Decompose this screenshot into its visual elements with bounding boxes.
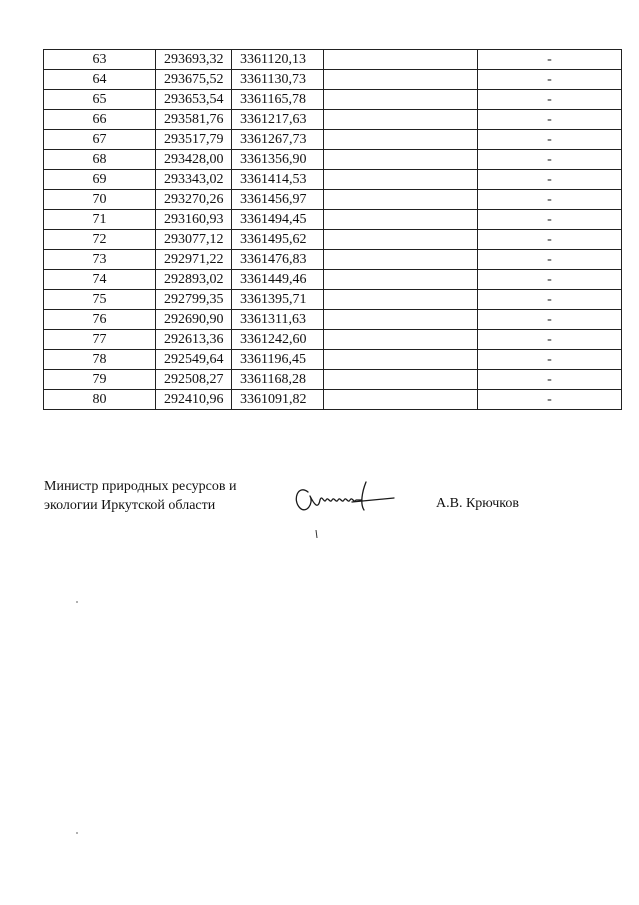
x-coordinate-cell: 292799,35 xyxy=(156,290,232,310)
empty-cell xyxy=(324,210,478,230)
table-row xyxy=(44,170,622,190)
y-coordinate-cell: 3361130,73 xyxy=(232,70,324,90)
signatory-position xyxy=(44,477,236,515)
point-number-cell: 66 xyxy=(44,110,156,130)
y-coordinate-cell: 3361311,63 xyxy=(232,310,324,330)
point-number-cell: 71 xyxy=(44,210,156,230)
signatory-name: А.В. Крючков xyxy=(436,496,519,511)
table-row xyxy=(44,230,622,250)
dash-cell: - xyxy=(478,150,622,170)
point-number-cell: 72 xyxy=(44,230,156,250)
y-coordinate-cell: 3361414,53 xyxy=(232,170,324,190)
point-number-cell: 63 xyxy=(44,50,156,70)
x-coordinate-cell: 292410,96 xyxy=(156,390,232,410)
x-coordinate-cell: 293675,52 xyxy=(156,70,232,90)
empty-cell xyxy=(324,270,478,290)
empty-cell xyxy=(324,390,478,410)
y-coordinate-cell: 3361217,63 xyxy=(232,110,324,130)
dash-cell: - xyxy=(478,190,622,210)
dash-cell: - xyxy=(478,50,622,70)
empty-cell xyxy=(324,290,478,310)
x-coordinate-cell: 293343,02 xyxy=(156,170,232,190)
table-row xyxy=(44,390,622,410)
x-coordinate-cell: 293270,26 xyxy=(156,190,232,210)
point-number-cell: 73 xyxy=(44,250,156,270)
dash-cell: - xyxy=(478,330,622,350)
empty-cell xyxy=(324,250,478,270)
y-coordinate-cell: 3361456,97 xyxy=(232,190,324,210)
point-number-cell: 68 xyxy=(44,150,156,170)
y-coordinate-cell: 3361091,82 xyxy=(232,390,324,410)
y-coordinate-cell: 3361449,46 xyxy=(232,270,324,290)
empty-cell xyxy=(324,110,478,130)
y-coordinate-cell: 3361168,28 xyxy=(232,370,324,390)
table-row xyxy=(44,350,622,370)
x-coordinate-cell: 293653,54 xyxy=(156,90,232,110)
signatory-position-line1: Министр природных ресурсов и xyxy=(44,479,237,494)
empty-cell xyxy=(324,330,478,350)
empty-cell xyxy=(324,130,478,150)
table-row xyxy=(44,70,622,90)
empty-cell xyxy=(324,170,478,190)
point-number-cell: 77 xyxy=(44,330,156,350)
dash-cell: - xyxy=(478,310,622,330)
dash-cell: - xyxy=(478,270,622,290)
point-number-cell: 74 xyxy=(44,270,156,290)
x-coordinate-cell: 293077,12 xyxy=(156,230,232,250)
point-number-cell: 70 xyxy=(44,190,156,210)
dash-cell: - xyxy=(478,370,622,390)
point-number-cell: 80 xyxy=(44,390,156,410)
x-coordinate-cell: 293160,93 xyxy=(156,210,232,230)
x-coordinate-cell: 292549,64 xyxy=(156,350,232,370)
table-row xyxy=(44,110,622,130)
y-coordinate-cell: 3361495,62 xyxy=(232,230,324,250)
x-coordinate-cell: 292893,02 xyxy=(156,270,232,290)
x-coordinate-cell: 292971,22 xyxy=(156,250,232,270)
empty-cell xyxy=(324,70,478,90)
scan-speck xyxy=(76,832,78,834)
empty-cell xyxy=(324,90,478,110)
point-number-cell: 67 xyxy=(44,130,156,150)
signatory-position-line2: экологии Иркутской области xyxy=(44,498,216,513)
y-coordinate-cell: 3361165,78 xyxy=(232,90,324,110)
dash-cell: - xyxy=(478,390,622,410)
x-coordinate-cell: 292690,90 xyxy=(156,310,232,330)
table-row xyxy=(44,90,622,110)
table-row xyxy=(44,290,622,310)
empty-cell xyxy=(324,230,478,250)
x-coordinate-cell: 292613,36 xyxy=(156,330,232,350)
point-number-cell: 75 xyxy=(44,290,156,310)
empty-cell xyxy=(324,190,478,210)
dash-cell: - xyxy=(478,350,622,370)
y-coordinate-cell: 3361120,13 xyxy=(232,50,324,70)
table-row xyxy=(44,250,622,270)
empty-cell xyxy=(324,370,478,390)
table-row xyxy=(44,370,622,390)
empty-cell xyxy=(324,150,478,170)
dash-cell: - xyxy=(478,170,622,190)
dash-cell: - xyxy=(478,110,622,130)
point-number-cell: 64 xyxy=(44,70,156,90)
x-coordinate-cell: 293428,00 xyxy=(156,150,232,170)
dash-cell: - xyxy=(478,210,622,230)
y-coordinate-cell: 3361356,90 xyxy=(232,150,324,170)
point-number-cell: 69 xyxy=(44,170,156,190)
table-row xyxy=(44,130,622,150)
dash-cell: - xyxy=(478,130,622,150)
table-row xyxy=(44,50,622,70)
y-coordinate-cell: 3361476,83 xyxy=(232,250,324,270)
table-row xyxy=(44,210,622,230)
dash-cell: - xyxy=(478,230,622,250)
point-number-cell: 79 xyxy=(44,370,156,390)
empty-cell xyxy=(324,50,478,70)
empty-cell xyxy=(324,310,478,330)
point-number-cell: 76 xyxy=(44,310,156,330)
y-coordinate-cell: 3361267,73 xyxy=(232,130,324,150)
x-coordinate-cell: 293693,32 xyxy=(156,50,232,70)
x-coordinate-cell: 293581,76 xyxy=(156,110,232,130)
table-row xyxy=(44,310,622,330)
point-number-cell: 65 xyxy=(44,90,156,110)
point-number-cell: 78 xyxy=(44,350,156,370)
dash-cell: - xyxy=(478,290,622,310)
scan-speck xyxy=(76,601,78,603)
dash-cell: - xyxy=(478,70,622,90)
x-coordinate-cell: 293517,79 xyxy=(156,130,232,150)
y-coordinate-cell: 3361242,60 xyxy=(232,330,324,350)
y-coordinate-cell: 3361494,45 xyxy=(232,210,324,230)
dash-cell: - xyxy=(478,90,622,110)
coordinates-table-body xyxy=(44,50,622,410)
coordinates-table xyxy=(43,49,622,410)
handwritten-signature xyxy=(290,470,410,545)
y-coordinate-cell: 3361395,71 xyxy=(232,290,324,310)
table-row xyxy=(44,150,622,170)
table-row xyxy=(44,270,622,290)
table-row xyxy=(44,330,622,350)
x-coordinate-cell: 292508,27 xyxy=(156,370,232,390)
dash-cell: - xyxy=(478,250,622,270)
y-coordinate-cell: 3361196,45 xyxy=(232,350,324,370)
empty-cell xyxy=(324,350,478,370)
table-row xyxy=(44,190,622,210)
